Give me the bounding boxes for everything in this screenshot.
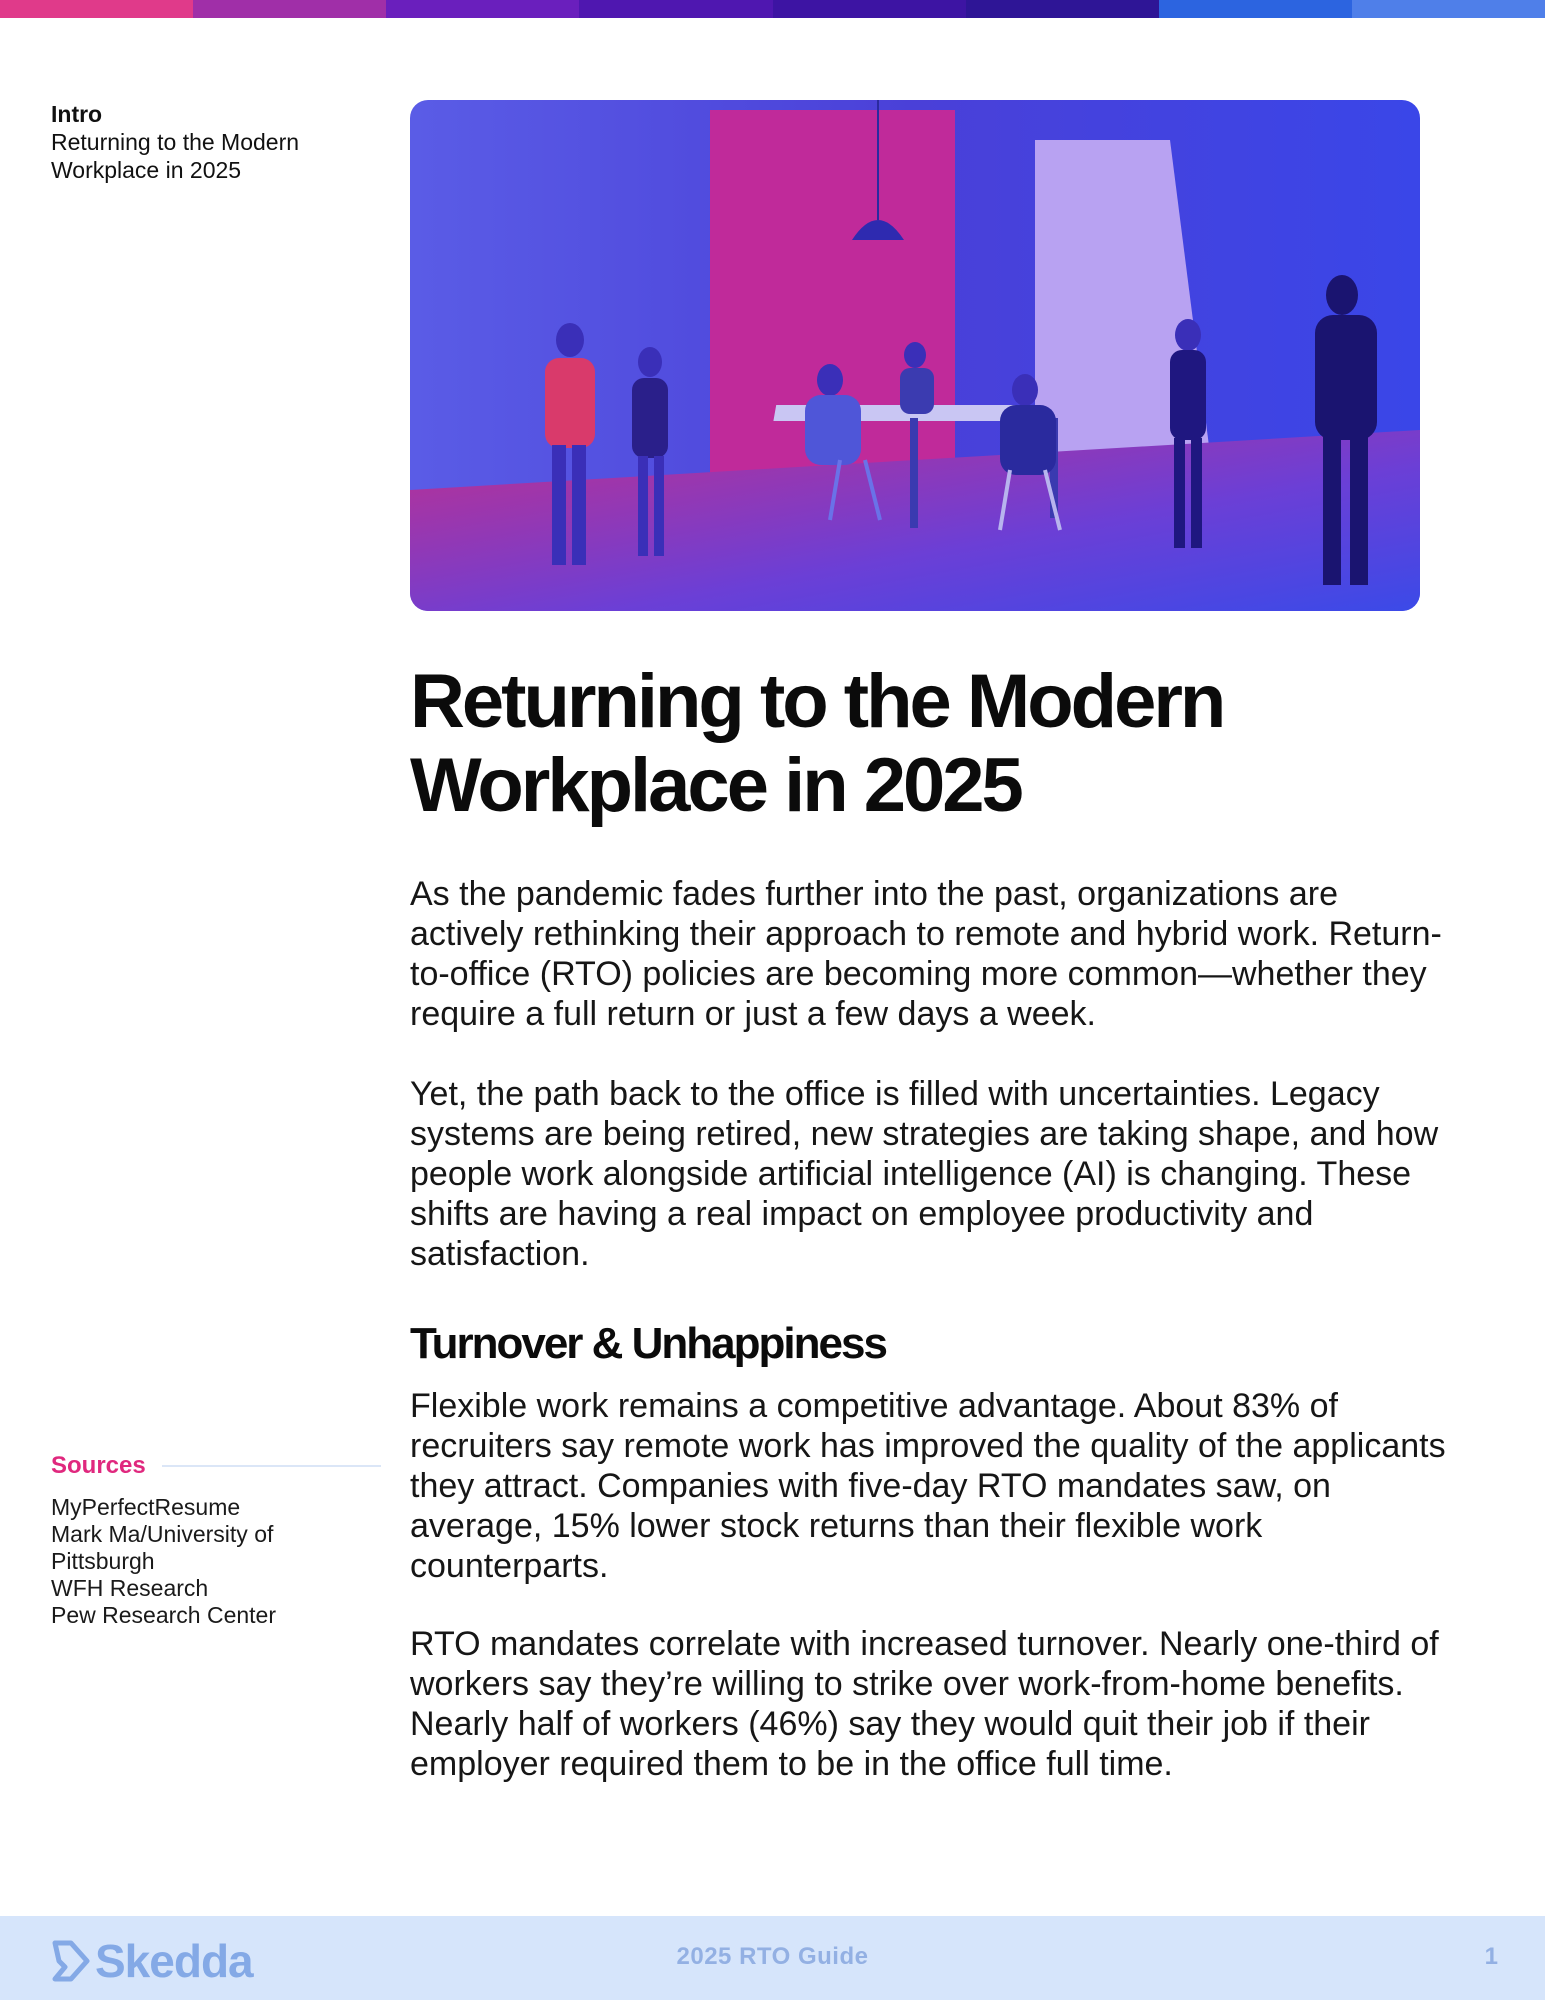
brand-name: Skedda [95, 1935, 253, 1987]
sidebar-section-label [51, 100, 351, 184]
top-bar-segment [1159, 0, 1352, 18]
section-paragraph: Flexible work remains a competitive advantage. About 83% of recruiters say remote work has improved the quality of the applicants they attract. Companies with five-day RTO mandates saw, on average, 15% lower stock returns than their flexible work counterparts. [410, 1387, 1446, 1585]
section-paragraph: RTO mandates correlate with increased turnover. Nearly one-third of workers say they’re willing to strike over work-from-home benefits. Nearly half of workers (46%) say they would quit their job if their employer required them to be in the office full time. [410, 1625, 1439, 1783]
office-illustration [410, 100, 1420, 611]
source-item: MyPerfectResume [51, 1494, 241, 1520]
section-heading: Turnover & Unhappiness [410, 1319, 886, 1368]
guide-title: 2025 RTO Guide [676, 1943, 869, 1970]
top-bar-segment [193, 0, 386, 18]
footer [0, 1916, 1545, 2000]
sources-list [51, 1494, 381, 1629]
top-bar-segment [1352, 0, 1545, 18]
top-bar-segment [386, 0, 579, 18]
sources-label: Sources [51, 1452, 146, 1479]
source-item: Mark Ma/University of Pittsburgh [51, 1521, 274, 1574]
top-bar-segment [579, 0, 772, 18]
top-bar-segment [0, 0, 193, 18]
page-title: Returning to the Modern Workplace in 2025 [410, 659, 1224, 828]
intro-paragraph: As the pandemic fades further into the past, organizations are actively rethinking their approach to remote and hybrid work. Return-to-office (RTO) policies are becoming more common—whether they require a full return or just a few days a week. [410, 875, 1442, 1033]
top-bar-segment [773, 0, 966, 18]
source-item: WFH Research [51, 1575, 209, 1601]
intro-paragraph: Yet, the path back to the office is filled with uncertainties. Legacy systems are being retired, new strategies are taking shape, and how people work alongside artificial intelligence (AI) is changing. These shifts are having a real impact on employee productivity and satisfaction. [410, 1075, 1439, 1273]
sources-panel [51, 1452, 381, 1629]
page-number: 1 [1484, 1943, 1498, 1970]
section-title: Returning to the Modern Workplace in 2025 [51, 129, 300, 183]
hero-image [410, 100, 1420, 611]
divider [162, 1465, 381, 1467]
top-gradient-bar [0, 0, 1545, 18]
section-label: Intro [51, 101, 103, 127]
source-item: Pew Research Center [51, 1602, 276, 1628]
top-bar-segment [966, 0, 1159, 18]
sources-header [51, 1452, 381, 1480]
